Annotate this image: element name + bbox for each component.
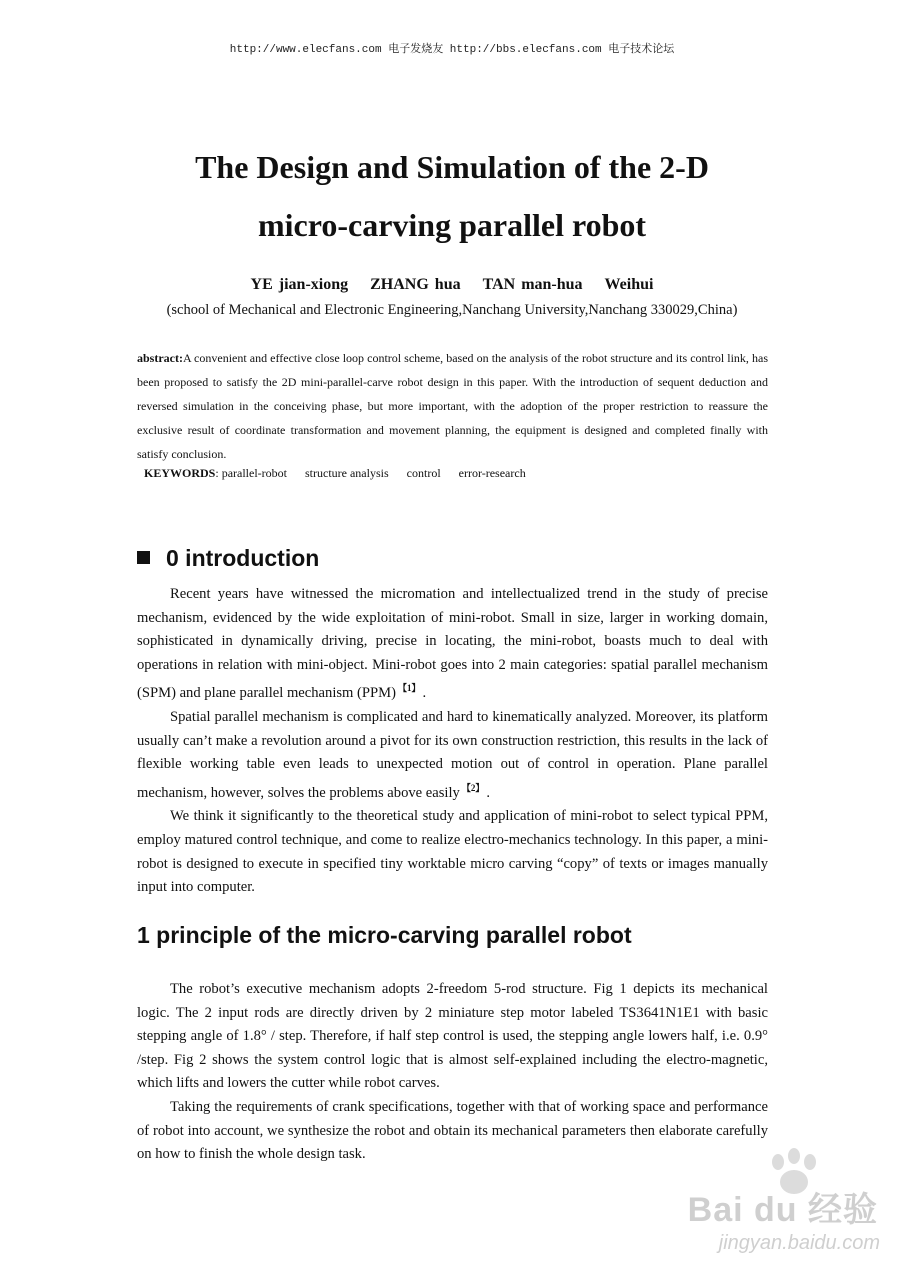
page-header-url: http://www.elecfans.com 电子发烧友 http://bbs.elecfans.com 电子技术论坛 <box>229 44 675 56</box>
keyword-1: parallel-robot <box>221 466 287 480</box>
author-2: ZHANG hua <box>370 276 461 293</box>
intro-paragraph-1-text: Recent years have witnessed the micromation and intellectualized trend in the study of precise mechanism, evidenced by the wide exploitation of mini-robot. Small in size, larger in working domain, sophisticated in dynamically driving, precise in locating, the mini-robot, boasts much to deal with operations in relation with mini-object. Mini-robot goes into 2 main categories: spatial parallel mechanism (SPM) and plane parallel mechanism (PPM) <box>137 586 768 702</box>
section-1-heading: 1 principle of the micro-carving parallel robot <box>137 922 632 948</box>
intro-paragraph-1: Recent years have witnessed the micromation and intellectualized trend in the study of precise mechanism, evidenced by the wide exploitation of mini-robot. Small in size, larger in working domain, sophisticated in dynamically driving, precise in locating, the mini-robot, boasts much to deal with operations in relation with mini-object. Mini-robot goes into 2 main categories: spatial parallel mechanism (SPM) and plane parallel mechanism (PPM) $^{【1】}$ . <box>137 586 768 702</box>
baidu-watermark <box>644 1148 884 1268</box>
watermark-brand: Bai du 经验 <box>687 1191 878 1229</box>
abstract <box>137 346 768 466</box>
watermark-url: jingyan.baidu.com <box>718 1232 880 1254</box>
keyword-3: control <box>406 466 441 480</box>
intro-paragraph-2: Spatial parallel mechanism is complicated and hard to kinematically analyzed. Moreover, its platform usually can’t make a revolution around a pivot for its own construction restriction, this results in the lack of flexible working table even leads to unexpected motion out of control in operation. Plane parallel mechanism, however, solves the problems above easily $^{【2】}$ . <box>137 708 768 801</box>
keyword-4: error-research <box>458 466 526 480</box>
abstract-label: abstract: <box>137 351 183 365</box>
intro-paragraph-2-text: Spatial parallel mechanism is complicated and hard to kinematically analyzed. Moreover, its platform usually can’t make a revolution around a pivot for its own construction restriction, this results in the lack of flexible working table even leads to unexpected motion out of control in operation. Plane parallel mechanism, however, solves the problems above easily <box>137 708 768 801</box>
intro-paragraph-3: We think it significantly to the theoretical study and application of mini-robot to select typical PPM, employ matured control technique, and come to realize electro-mechanics technology. In this paper, a mini-robot is designed to execute in specified tiny worktable micro carving “copy” of texts or images manually input into computer. <box>137 808 768 896</box>
keyword-2: structure analysis <box>305 466 389 480</box>
affiliation: (school of Mechanical and Electronic Engineering,Nanchang University,Nanchang 330029,China) <box>166 302 738 318</box>
keywords-label: KEYWORDS <box>144 466 216 480</box>
keywords: KEYWORDS: parallel-robot structure analysis control error-research <box>144 466 526 480</box>
abstract-text: A convenient and effective close loop control scheme, based on the analysis of the robot structure and its control link, has been proposed to satisfy the 2D mini-parallel-carve robot design in this paper. With the introduction of sequent deduction and reversed simulation in the conceiving phase, but more important, with the adoption of the proper restriction to reassure the exclusive result of coordinate transformation and movement planning, the equipment is designed and completed finally with satisfy conclusion. <box>137 351 768 461</box>
author-1: YE jian-xiong <box>250 276 349 293</box>
citation-ref-2: 【2】 <box>461 782 485 793</box>
principle-paragraph-2: Taking the requirements of crank specifications, together with that of working space and performance of robot into account, we synthesize the robot and obtain its mechanical parameters then elaborate carefully on how to finish the whole design task. <box>137 1098 768 1163</box>
author-3: TAN man-hua <box>482 276 583 293</box>
author-4: Weihui <box>604 276 654 293</box>
principle-paragraph-1: The robot’s executive mechanism adopts 2-freedom 5-rod structure. Fig 1 depicts its mechanical logic. The 2 input rods are directly driven by 2 miniature step motor labeled TS3641N1E1 with basic stepping angle of 1.8° / step. Therefore, if half step control is used, the stepping angle lowers half, i.e. 0.9° /step. Fig 2 shows the system control logic that is almost self-explained including the electro-magnetic, which lifts and lowers the cutter while robot carves. <box>137 981 768 1092</box>
paper-title <box>60 138 844 254</box>
principle-body <box>137 978 768 1167</box>
introduction-body <box>137 583 768 900</box>
citation-ref-1: 【1】 <box>398 683 421 694</box>
author-list <box>0 276 904 294</box>
square-bullet-icon <box>137 551 150 564</box>
title-line-1: The Design and Simulation of the 2-D <box>195 149 709 185</box>
title-line-2: micro-carving parallel robot <box>257 207 647 243</box>
section-0-title: 0 introduction <box>166 545 320 571</box>
section-0-heading <box>137 545 319 572</box>
